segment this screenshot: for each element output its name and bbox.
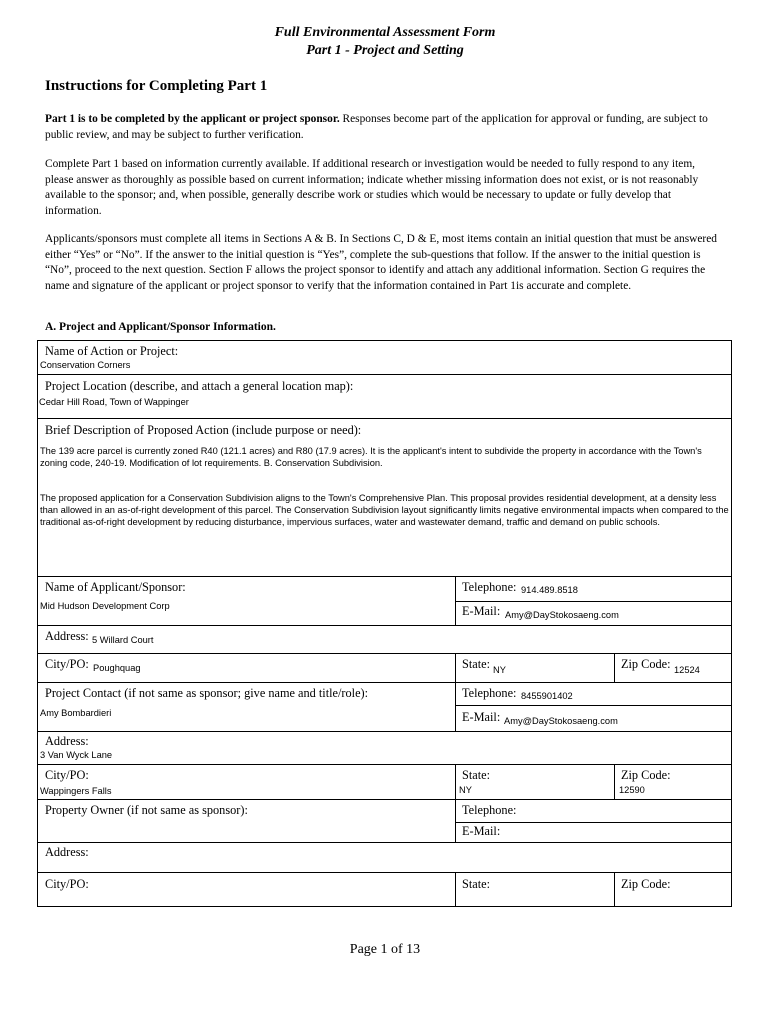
project-location-label: Project Location (describe, and attach a general location map): bbox=[45, 379, 354, 393]
owner-city-label: City/PO: bbox=[45, 877, 89, 891]
column-divider bbox=[455, 872, 456, 907]
row-divider bbox=[38, 682, 732, 683]
action-name-field[interactable]: Conservation Corners bbox=[40, 360, 131, 370]
owner-state-label: State: bbox=[462, 877, 491, 891]
contact-zip-label: Zip Code: bbox=[621, 768, 671, 782]
instructions-p1-rest: Responses become part of the application for approval or funding, are subject to public review, and may be subject to further verification. bbox=[45, 113, 708, 141]
contact-address-field[interactable]: 3 Van Wyck Lane bbox=[40, 750, 113, 760]
owner-email-label: E-Mail: bbox=[462, 824, 501, 838]
row-divider bbox=[455, 822, 732, 823]
row-divider bbox=[38, 374, 732, 375]
description-field-p2[interactable]: The proposed application for a Conservation Subdivision aligns to the Town's Comprehensive Plan. This proposal provides residential development, at a density less than allowed in an as-of-right development of this parcel. The Conservation Subdivision layout significantly limits negative environmental impacts when compared to the traditional as-of-right development by reducing disturbance, impervious surfaces, water and wastewater demand, traffic and demand on public schools. bbox=[40, 493, 729, 527]
applicant-city-label: City/PO: bbox=[45, 657, 89, 671]
contact-telephone-field[interactable]: 8455901402 bbox=[521, 691, 573, 701]
contact-zip-field[interactable]: 12590 bbox=[619, 785, 645, 795]
column-divider bbox=[614, 653, 615, 682]
applicant-city-field[interactable]: Poughquag bbox=[93, 663, 141, 673]
contact-city-field[interactable]: Wappingers Falls bbox=[40, 786, 112, 796]
contact-address-label: Address: bbox=[45, 734, 89, 748]
applicant-state-label: State: bbox=[462, 657, 491, 671]
column-divider bbox=[614, 764, 615, 799]
row-divider bbox=[38, 653, 732, 654]
instructions-paragraph-3: Applicants/sponsors must complete all items in Sections A & B. In Sections C, D & E, most items contain an initial question that must be answered either “Yes” or “No”. If the answer to the initial question is “Yes”, complete the sub-questions that follow. If the answer to the initial question is “No”, proceed to the next question. Section F allows the project sponsor to identify and attach any additional information. Section G requires the name and signature of the applicant or project sponsor to verify that the information contained in Part 1is accurate and complete. bbox=[45, 233, 717, 292]
instructions-p1-bold: Part 1 is to be completed by the applicant or project sponsor. bbox=[45, 113, 340, 125]
row-divider bbox=[38, 872, 732, 873]
row-divider bbox=[455, 705, 732, 706]
contact-state-label: State: bbox=[462, 768, 491, 782]
column-divider bbox=[455, 764, 456, 842]
applicant-email-label: E-Mail: bbox=[462, 604, 501, 618]
description-label: Brief Description of Proposed Action (include purpose or need): bbox=[45, 423, 362, 437]
contact-city-label: City/PO: bbox=[45, 768, 89, 782]
instructions-heading: Instructions for Completing Part 1 bbox=[45, 78, 268, 94]
applicant-address-field[interactable]: 5 Willard Court bbox=[92, 635, 154, 645]
row-divider bbox=[38, 731, 732, 732]
owner-address-label: Address: bbox=[45, 845, 89, 859]
description-field-p1[interactable]: The 139 acre parcel is currently zoned R40 (121.1 acres) and R80 (17.9 acres). It is the applicant's intent to subdivide the property in accordance with the Town's zoning code, 240-19. Modification of lot requirements. B. Conservation Subdivision. bbox=[40, 446, 702, 468]
applicant-telephone-field[interactable]: 914.489.8518 bbox=[521, 585, 578, 595]
contact-telephone-label: Telephone: bbox=[462, 686, 517, 700]
applicant-zip-label: Zip Code: bbox=[621, 657, 671, 671]
action-name-label: Name of Action or Project: bbox=[45, 344, 179, 358]
row-divider bbox=[455, 601, 732, 602]
applicant-telephone-label: Telephone: bbox=[462, 580, 517, 594]
applicant-name-label: Name of Applicant/Sponsor: bbox=[45, 580, 186, 594]
owner-zip-label: Zip Code: bbox=[621, 877, 671, 891]
applicant-state-field[interactable]: NY bbox=[493, 665, 506, 675]
column-divider bbox=[614, 872, 615, 907]
owner-telephone-label: Telephone: bbox=[462, 803, 517, 817]
applicant-zip-field[interactable]: 12524 bbox=[674, 665, 700, 675]
contact-email-field[interactable]: Amy@DayStokosaeng.com bbox=[504, 716, 618, 726]
project-location-field[interactable]: Cedar Hill Road, Town of Wappinger bbox=[39, 397, 189, 407]
column-divider bbox=[455, 576, 456, 625]
contact-state-field[interactable]: NY bbox=[459, 785, 472, 795]
applicant-name-field[interactable]: Mid Hudson Development Corp bbox=[40, 601, 170, 611]
contact-name-label: Project Contact (if not same as sponsor; give name and title/role): bbox=[45, 686, 369, 700]
row-divider bbox=[38, 764, 732, 765]
applicant-email-field[interactable]: Amy@DayStokosaeng.com bbox=[505, 610, 619, 620]
row-divider bbox=[38, 625, 732, 626]
row-divider bbox=[38, 418, 732, 419]
owner-name-label: Property Owner (if not same as sponsor): bbox=[45, 803, 248, 817]
contact-email-label: E-Mail: bbox=[462, 710, 501, 724]
instructions-paragraph-2: Complete Part 1 based on information currently available. If additional research or investigation would be needed to fully respond to any item, please answer as thoroughly as possible based on current information; indicate whether missing information does not exist, or is not reasonably available to the sponsor; and, when possible, generally describe work or studies which would be necessary to update or fully develop that information. bbox=[45, 158, 699, 217]
section-a-heading: A. Project and Applicant/Sponsor Information. bbox=[45, 321, 276, 333]
row-divider bbox=[38, 842, 732, 843]
row-divider bbox=[38, 799, 732, 800]
form-subtitle: Part 1 - Project and Setting bbox=[306, 43, 464, 58]
page-number: Page 1 of 13 bbox=[349, 942, 421, 957]
form-title: Full Environmental Assessment Form bbox=[274, 25, 496, 40]
instructions-paragraph-1 bbox=[45, 112, 725, 143]
row-divider bbox=[38, 576, 732, 577]
column-divider bbox=[455, 653, 456, 731]
contact-name-field[interactable]: Amy Bombardieri bbox=[40, 708, 112, 718]
applicant-address-label: Address: bbox=[45, 629, 89, 643]
